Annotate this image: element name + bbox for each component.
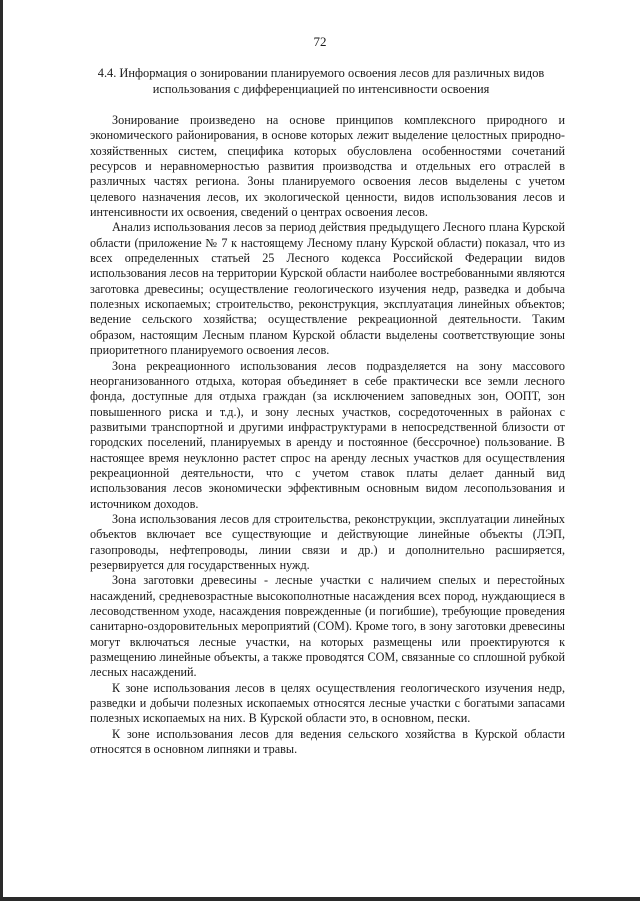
paragraph-linear-objects-zone: Зона использования лесов для строительства, реконструкции, эксплуатации линейных объектов включает все существующие и действующие линейные объекты (ЛЭП, газопроводы, нефтепроводы, линии связи и др.) и дополнительно расширяется, резервируется для государственных нужд. <box>90 511 565 572</box>
paragraph-agriculture-zone: К зоне использования лесов для ведения сельского хозяйства в Курской области относятся в основном липняки и травы. <box>90 726 565 757</box>
body-text <box>90 113 565 757</box>
page-number: 72 <box>313 34 327 49</box>
paragraph-geology-zone: К зоне использования лесов в целях осуществления геологического изучения недр, разведки и добычи полезных ископаемых относятся лесные участки с богатыми запасами полезных ископаемых на них. В Курской области это, в основном, пески. <box>90 680 565 726</box>
paragraph-zoning-basis: Зонирование произведено на основе принципов комплексного природного и экономического районирования, в основе которых лежит выделение целостных природно-хозяйственных систем, специфика которых обусловлена особенностями сочетаний ресурсов и неравномерностью развития производства и отдельных его отраслей в различных частях региона. Зоны планируемого освоения лесов выделены с учетом целевого назначения лесов, их экологической ценности, видов использования лесов и интенсивности их освоения, сведений о центрах освоения лесов. <box>90 113 565 220</box>
paragraph-usage-analysis: Анализ использования лесов за период действия предыдущего Лесного плана Курской области (приложение № 7 к настоящему Лесному плану Курской области) показал, что из всех определенных статьей 25 Лесного кодекса Российской Федерации видов использования лесов на территории Курской области наиболее востребованными являются заготовка древесины; осуществление геологического изучения недр, разведка и добыча полезных ископаемых; строительство, реконструкция, эксплуатация линейных объектов; ведение сельского хозяйства; осуществление рекреационной деятельности. Таким образом, настоящим Лесным планом Курской области выделены соответствующие зоны приоритетного планируемого освоения лесов. <box>90 220 565 358</box>
scan-edge-bottom <box>0 897 640 901</box>
paragraph-recreation-zone: Зона рекреационного использования лесов подразделяется на зону массового неорганизованного отдыха, которая объединяет в себе практически все земли лесного фонда, доступные для отдыха граждан (за исключением заповедных зон, ООПТ, зон повышенного риска и т.д.), и зону лесных участков, сосредоточенных в районах с развитыми транспортной и другими инфраструктурами в непосредственной близости от городских поселений, планируемых в аренду и постоянное (бессрочное) пользование. В настоящее время неуклонно растет спрос на аренду лесных участков для осуществления рекреационной деятельности, что с учетом ставок платы делает данный вид использования лесов экономически эффективным основным видом лесопользования и источником доходов. <box>90 358 565 511</box>
paragraph-timber-harvesting-zone: Зона заготовки древесины - лесные участки с наличием спелых и перестойных насаждений, средневозрастные высокополнотные насаждения всех пород, нуждающиеся в лесоводственном уходе, насаждения поврежденные (и погибшие), требующие проведения санитарно-оздоровительных мероприятий (СОМ). Кроме того, в зону заготовки древесины могут включаться лесные участки, на которых размещены или проектируются к размещению линейные объекты, а также проводятся СОМ, связанные со сплошной рубкой лесных насаждений. <box>90 573 565 680</box>
section-title: 4.4. Информация о зонировании планируемого освоения лесов для различных видов использования с дифференциацией по интенсивности освоения <box>97 66 545 96</box>
scan-edge-left <box>0 0 3 901</box>
